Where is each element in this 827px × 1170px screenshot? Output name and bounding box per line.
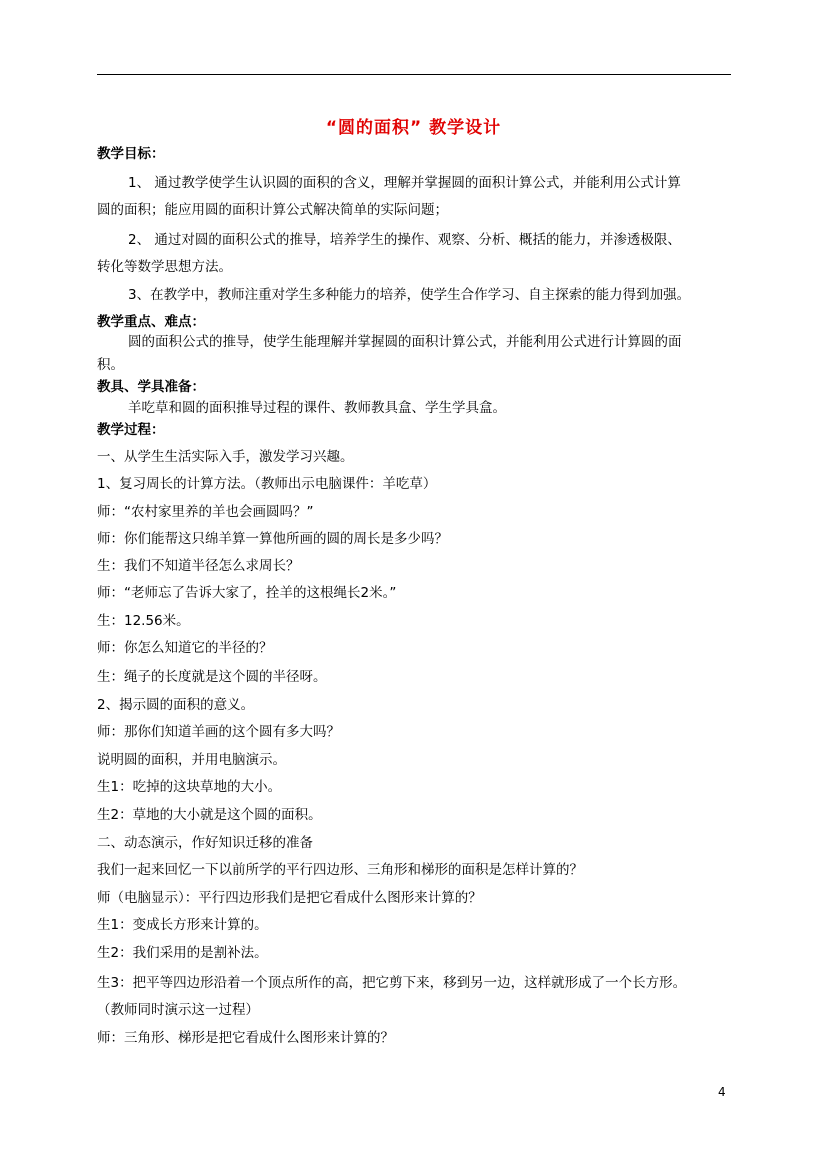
process-line: 生2：草地的大小就是这个圆的面积。 bbox=[97, 807, 322, 823]
document-title: “圆的面积” 教学设计 bbox=[325, 118, 502, 138]
process-line: 生：12.56米。 bbox=[97, 613, 190, 629]
key-points-heading: 教学重点、难点： bbox=[97, 314, 205, 330]
process-line: 师：那你们知道羊画的这个圆有多大吗？ bbox=[97, 724, 340, 740]
process-line: 1、复习周长的计算方法。（教师出示电脑课件：羊吃草） bbox=[97, 476, 437, 492]
header-rule bbox=[97, 74, 731, 75]
objective-1-line-2: 圆的面积；能应用圆的面积计算公式解决简单的实际问题； bbox=[97, 202, 448, 218]
objective-2-line-2: 转化等数学思想方法。 bbox=[97, 259, 232, 275]
process-heading: 教学过程： bbox=[97, 422, 165, 438]
process-line: 生：绳子的长度就是这个圆的半径呀。 bbox=[97, 669, 327, 685]
objective-1-line-1: 1、 通过教学使学生认识圆的面积的含义，理解并掌握圆的面积计算公式，并能利用公式计算 bbox=[128, 175, 681, 191]
key-points-line-1: 圆的面积公式的推导，使学生能理解并掌握圆的面积计算公式，并能利用公式进行计算圆的面 bbox=[128, 334, 682, 350]
objective-3: 3、在教学中，教师注重对学生多种能力的培养，使学生合作学习、自主探索的能力得到加强。 bbox=[128, 287, 691, 303]
process-line: 我们一起来回忆一下以前所学的平行四边形、三角形和梯形的面积是怎样计算的？ bbox=[97, 862, 583, 878]
process-line: 师（电脑显示）：平行四边形我们是把它看成什么图形来计算的？ bbox=[97, 890, 482, 906]
process-line: 师：你怎么知道它的半径的？ bbox=[97, 640, 273, 656]
process-line: 说明圆的面积，并用电脑演示。 bbox=[97, 752, 286, 768]
process-line: （教师同时演示这一过程） bbox=[97, 1002, 259, 1018]
objectives-heading: 教学目标： bbox=[97, 146, 165, 162]
page-number: 4 bbox=[718, 1085, 726, 1099]
process-line: 2、揭示圆的面积的意义。 bbox=[97, 697, 255, 713]
key-points-line-2: 积。 bbox=[97, 357, 124, 373]
process-line: 二、动态演示，作好知识迁移的准备 bbox=[97, 835, 313, 851]
process-line: 生1：变成长方形来计算的。 bbox=[97, 917, 268, 933]
process-line: 一、从学生生活实际入手，激发学习兴趣。 bbox=[97, 449, 354, 465]
materials-text: 羊吃草和圆的面积推导过程的课件、教师教具盒、学生学具盒。 bbox=[128, 400, 506, 416]
process-line: 师：“农村家里养的羊也会画圆吗？” bbox=[97, 504, 314, 520]
process-line: 师：三角形、梯形是把它看成什么图形来计算的？ bbox=[97, 1030, 394, 1046]
process-line: 生2：我们采用的是割补法。 bbox=[97, 945, 268, 961]
process-line: 生1：吃掉的这块草地的大小。 bbox=[97, 779, 282, 795]
process-line: 生：我们不知道半径怎么求周长？ bbox=[97, 558, 300, 574]
materials-heading: 教具、学具准备： bbox=[97, 379, 205, 395]
objective-2-line-1: 2、 通过对圆的面积公式的推导，培养学生的操作、观察、分析、概括的能力，并渗透极限、 bbox=[128, 232, 681, 248]
process-line: 师：“老师忘了告诉大家了，拴羊的这根绳长2米。” bbox=[97, 585, 397, 601]
process-line: 师：你们能帮这只绵羊算一算他所画的圆的周长是多少吗？ bbox=[97, 531, 448, 547]
process-line: 生3：把平等四边形沿着一个顶点所作的高，把它剪下来，移到另一边，这样就形成了一个长方形。 bbox=[97, 975, 687, 991]
